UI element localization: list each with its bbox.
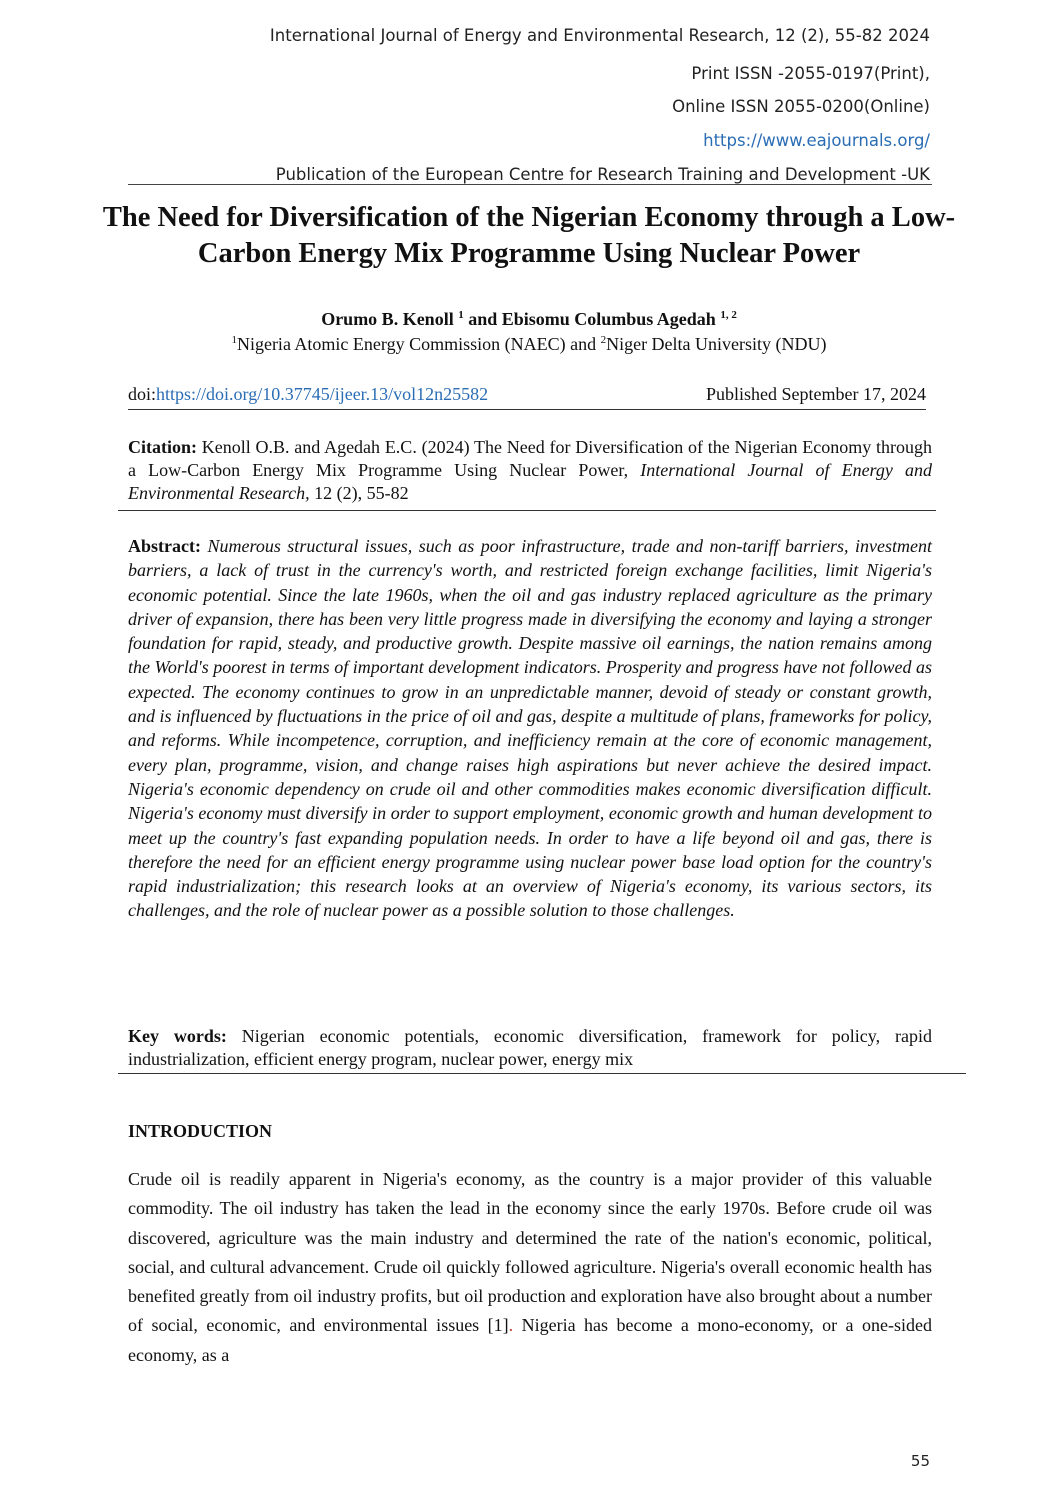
keywords-text: Nigerian economic potentials, economic diversification, framework for policy, rapid industrialization, efficient energy program, nuclear power, energy mix	[128, 1026, 933, 1069]
introduction-heading: INTRODUCTION	[128, 1121, 273, 1141]
citation-divider	[118, 510, 936, 511]
publisher-line: Publication of the European Centre for Research Training and Development -UK	[275, 165, 930, 184]
abstract-label: Abstract:	[128, 536, 201, 556]
author-2: Ebisomu Columbus Agedah	[501, 309, 716, 329]
citation-block	[128, 436, 932, 505]
abstract-block	[128, 534, 932, 923]
online-issn: Online ISSN 2055-0200(Online)	[672, 97, 930, 116]
journal-header-line: International Journal of Energy and Environmental Research, 12 (2), 55-82 2024	[269, 26, 930, 45]
author-1-affiliation-mark: 1	[458, 309, 464, 321]
affiliation-2: Niger Delta University (NDU)	[606, 334, 827, 354]
reference-mark: .	[508, 1315, 514, 1336]
doi-row	[128, 384, 926, 410]
affiliation-2-mark: 2	[600, 334, 607, 346]
keywords-block	[128, 1025, 932, 1071]
author-2-affiliation-mark: 1, 2	[720, 309, 737, 321]
affiliation-line	[100, 334, 958, 355]
keywords-label: Key words:	[128, 1026, 227, 1046]
citation-pages: 12 (2), 55-82	[314, 483, 409, 503]
author-1: Orumo B. Kenoll	[321, 309, 454, 329]
author-conjunction: and	[468, 309, 498, 329]
journal-website-link[interactable]: https://www.eajournals.org/	[703, 131, 930, 150]
citation-journal: International Journal of Energy and Environmental Research,	[128, 460, 932, 503]
abstract-text: Numerous structural issues, such as poor infrastructure, trade and non-tariff barriers, investment barriers, a lack of trust in the currency's worth, and restricted foreign exchange facilities, limit Nigeria's economic potential. Since the late 1960s, when the oil and gas industry replaced agriculture as the primary driver of expansion, there has been very little progress made in diversifying the economy and laying a stronger foundation for rapid, steady, and productive growth. Despite massive oil earnings, the nation remains among the World's poorest in terms of important development indicators. Prosperity and progress have not followed as expected. The economy continues to grow in an unpredictable manner, devoid of steady or constant growth, and is influenced by fluctuations in the price of oil and gas, despite a multitude of plans, frameworks for policy, and reforms. While incompetence, corruption, and inefficiency remain at the core of economic management, every plan, programme, vision, and change raises high aspirations but never achieve the desired impact. Nigeria's economic dependency on crude oil and other commodities makes economic diversification difficult. Nigeria's economy must diversify in order to support employment, economic growth and human development to meet up the country's fast expanding population needs. In order to have a life beyond oil and gas, there is therefore the need for an efficient energy programme using nuclear power base load option for the country's rapid industrialization; this research looks at an overview of Nigeria's economy, its various sectors, its challenges, and the role of nuclear power as a possible solution to those challenges.	[128, 536, 933, 921]
introduction-text: Crude oil is readily apparent in Nigeria's economy, as the country is a major provider of this valuable commodity. The oil industry has taken the lead in the economy since the early 1970s. Before crude oil was discovered, agriculture was the main industry and determined the rate of the nation's economic, political, social, and cultural advancement. Crude oil quickly followed agriculture. Nigeria's overall economic health has benefited greatly from oil industry profits, but oil production and exploration have also brought about a number of social, economic, and environmental issues [1]	[128, 1169, 932, 1336]
author-line	[100, 309, 958, 330]
published-date: Published September 17, 2024	[706, 384, 926, 404]
citation-label: Citation:	[128, 437, 197, 457]
introduction-text-continued: Nigeria has become a mono-economy, or a one-sided economy, as a	[128, 1315, 932, 1365]
page-number: 55	[910, 1452, 930, 1470]
affiliation-1: Nigeria Atomic Energy Commission (NAEC) and	[236, 334, 597, 354]
affiliation-1-mark: 1	[231, 334, 237, 346]
print-issn: Print ISSN -2055-0197(Print),	[691, 64, 930, 83]
doi-label: doi:	[128, 384, 157, 404]
introduction-paragraph	[128, 1165, 932, 1370]
paper-title: The Need for Diversification of the Nigerian Economy through a Low-Carbon Energy Mix Programme Using Nuclear Power	[102, 202, 956, 269]
header-divider	[128, 184, 932, 185]
doi-link[interactable]: https://doi.org/10.37745/ijeer.13/vol12n25582	[156, 384, 489, 404]
keywords-divider	[118, 1073, 966, 1074]
citation-text: Kenoll O.B. and Agedah E.C. (2024) The Need for Diversification of the Nigerian Economy through a Low-Carbon Energy Mix Programme Using Nuclear Power,	[128, 437, 933, 480]
